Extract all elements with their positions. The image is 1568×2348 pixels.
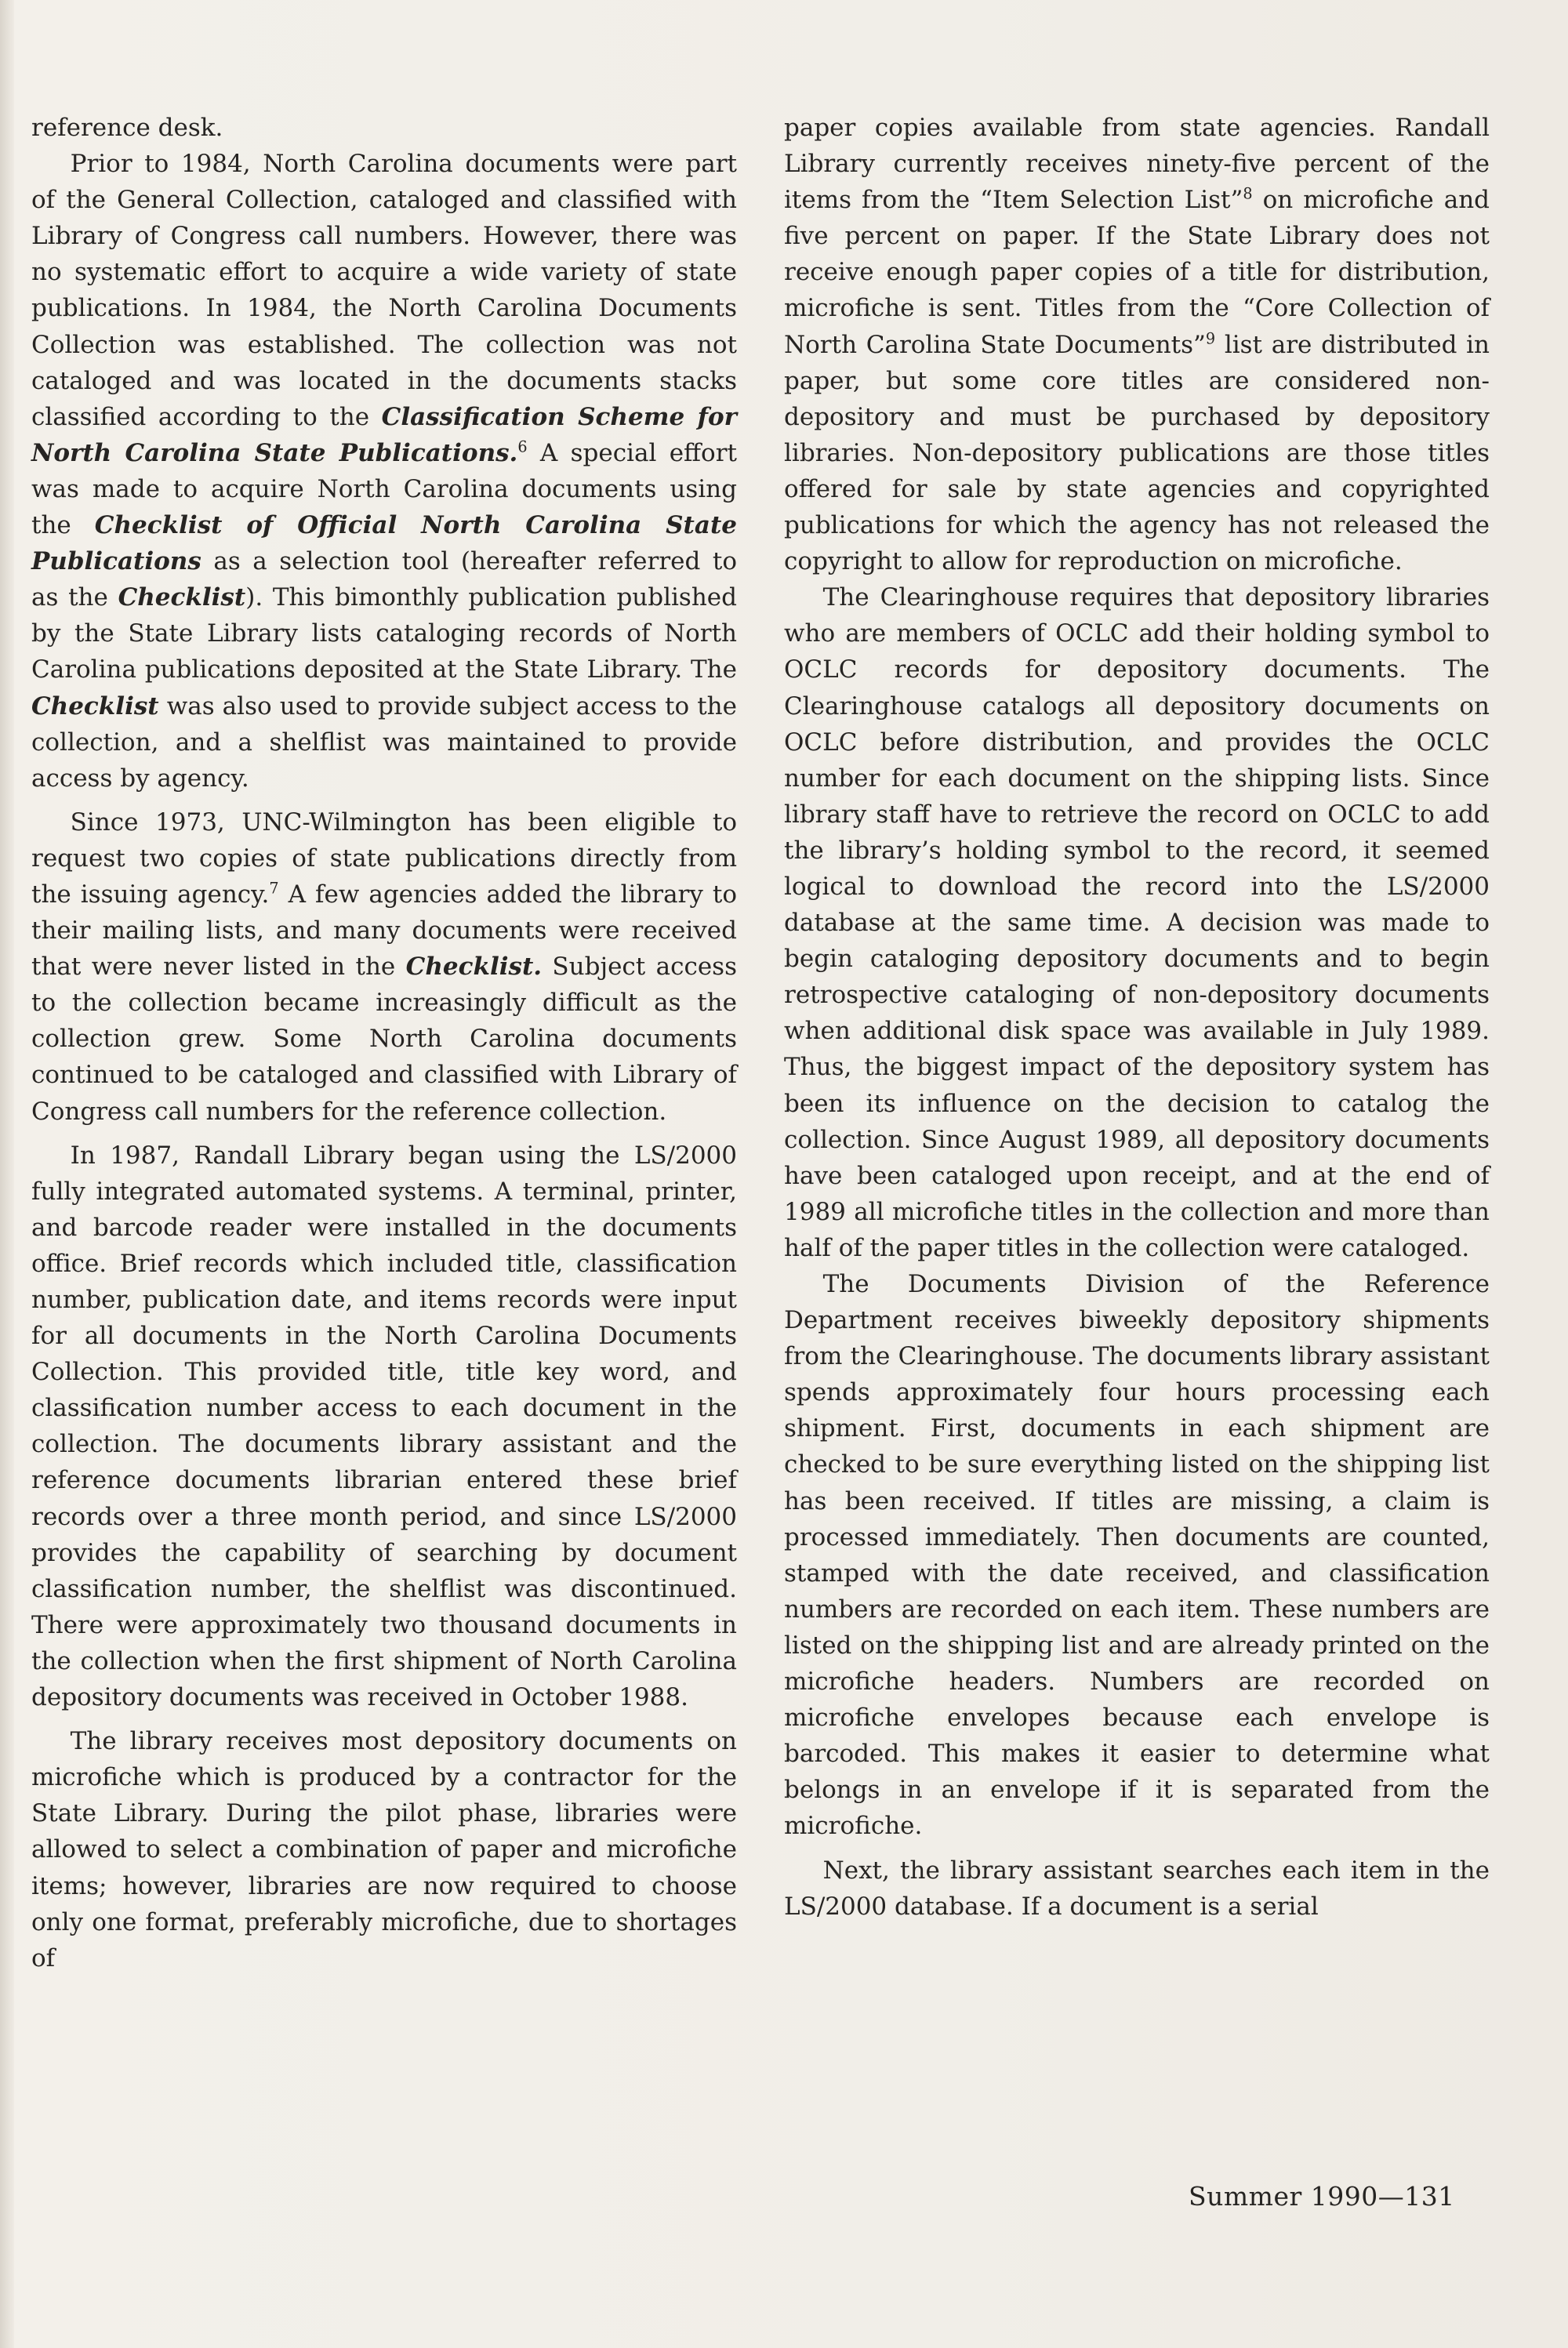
footnote-ref-7: 7 [269, 879, 279, 898]
paragraph-next: Next, the library assistant searches each item in the LS/2000 database. If a document is a serial [784, 1856, 1490, 1921]
paragraph-ls2000: In 1987, Randall Library began using the LS/2000 fully integrated automated systems. A terminal, printer, and barcode reader were installed in the documents office. Brief records which included title, classification number, publication date, and items records were input for all documents in the North Carolina Documents Collection. This provided title, title key word, and classification number access to each document in the collection. The documents library assistant and the reference documents librarian entered these brief records over a three month period, and since LS/2000 provides the capability of searching by document classification number, the shelflist was discontinued. There were approximately two thousand documents in the collection when the first shipment of North Carolina depository documents was received in October 1988. [31, 1141, 737, 1712]
title-checklist-full: Checklist of Official North Carolina State Publications [31, 511, 738, 576]
title-checklist: Checklist [31, 691, 159, 720]
paragraph-history: Prior to 1984, North Carolina documents were part of the General Collection, cataloged and classified with Library of Congress call numbers. However, there was no systematic effort to acquire a wide variety of state publications. In 1984, the North Carolina Documents Collection was established. The collection was not cataloged and was located in the documents stacks classified according to the Classification Scheme for North Carolina State Publications.$^6$ A special effort was made to acquire North Carolina documents using the Checklist of Official North Carolina State Publications as a selection tool (hereafter referred to as the Checklist). This bimonthly publication published by the State Library lists cataloging records of North Carolina publications deposited at the State Library. The Checklist was also used to provide subject access to the collection, and a shelflist was maintained to provide access by agency. [31, 150, 738, 793]
paragraph-clearinghouse: The Clearinghouse requires that depository libraries who are members of OCLC add their holding symbol to OCLC records for depository documents. The Clearinghouse catalogs all depository documents on OCLC before distribution, and provides the OCLC number for each document on the shipping lists. Since library staff have to retrieve the record on OCLC to add the library’s holding symbol to the record, it seemed logical to download the record into the LS/2000 database at the same time. A decision was made to begin cataloging depository documents and to begin retrospective cataloging of non-depository documents when additional disk space was available in July 1989. Thus, the biggest impact of the depository system has been its influence on the decision to catalog the collection. Since August 1989, all depository documents have been cataloged upon receipt, and at the end of 1989 all microfiche titles in the collection and more than half of the paper titles in the collection were cataloged. [784, 583, 1490, 1262]
paragraph-microfiche: The library receives most depository documents on microfiche which is produced by a contractor for the State Library. During the pilot phase, libraries were allowed to select a combination of paper and microfiche items; however, libraries are now required to choose only one format, preferably microfiche, due to shortages of [31, 1727, 737, 1972]
page-spine-shadow [0, 0, 14, 2348]
footnote-ref-9: 9 [1205, 329, 1216, 348]
footnote-ref-6: 6 [517, 437, 528, 456]
paragraph-paper-copies: paper copies available from state agencies. Randall Library currently receives ninety-five percent of the items from the “Item Selection List”$^8$ on microfiche and five percent on paper. If the State Library does not receive enough paper copies of a title for distribution, microfiche is sent. Titles from the “Core Collection of North Carolina State Documents”$^9$ list are distributed in paper, but some core titles are considered non-depository and must be purchased by depository libraries. Non-depository publications are those titles offered for sale by state agencies and copyrighted publications for which the agency has not released the copyright to allow for reproduction on microfiche. [784, 114, 1490, 576]
left-column [31, 110, 737, 1976]
page-footer: Summer 1990—131 [1189, 2181, 1455, 2212]
paragraph-documents-division: The Documents Division of the Reference Department receives biweekly depository shipments from the Clearinghouse. The documents library assistant spends approximately four hours processing each shipment. First, documents in each shipment are checked to be sure everything listed on the shipping list has been received. If titles are missing, a claim is processed immediately. Then documents are counted, stamped with the date received, and classification numbers are recorded on each item. These numbers are listed on the shipping list and are already printed on the microfiche headers. Numbers are recorded on microfiche envelopes because each envelope is barcoded. This makes it easier to determine what belongs in an envelope if it is separated from the microfiche. [784, 1270, 1490, 1841]
paragraph-since-1973: Since 1973, UNC-Wilmington has been eligible to request two copies of state publications directly from the issuing agency.$^7$ A few agencies added the library to their mailing lists, and many documents were received that were never listed in the Checklist. Subject access to the collection became increasingly difficult as the collection grew. Some North Carolina documents continued to be cataloged and classified with Library of Congress call numbers for the reference collection. [31, 807, 737, 1126]
title-checklist: Checklist [118, 583, 246, 612]
footnote-ref-8: 8 [1243, 184, 1253, 203]
right-column [784, 110, 1490, 1925]
title-checklist: Checklist. [405, 953, 543, 982]
paragraph-continuation: reference desk. [31, 114, 223, 142]
title-classification-scheme: Classification Scheme for North Carolina State Publications. [31, 402, 738, 467]
